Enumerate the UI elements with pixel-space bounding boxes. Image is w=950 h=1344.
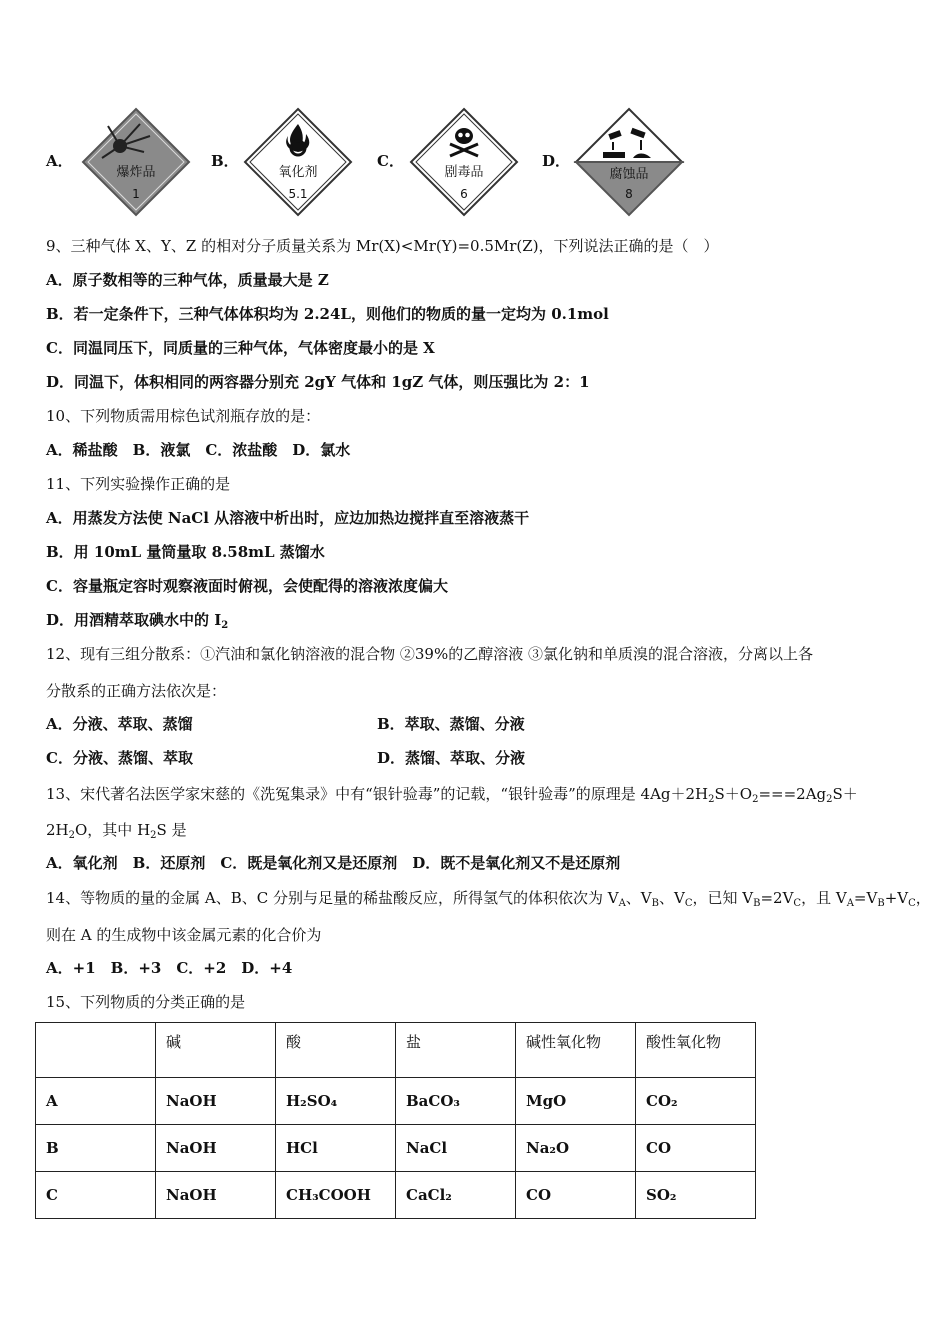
- table-header-cell: 盐: [396, 1023, 516, 1078]
- option-c-letter: C．: [377, 152, 404, 170]
- q10-stem: 10、下列物质需用棕色试剂瓶存放的是：: [46, 407, 321, 425]
- explosive-label: 爆炸品: [116, 165, 156, 180]
- q11-option-a: A．用蒸发方法使 NaCl 从溶液中析出时，应边加热边搅拌直至溶液蒸干: [46, 509, 530, 527]
- corrosive-label: 腐蚀品: [609, 167, 649, 182]
- table-row: [36, 1125, 756, 1172]
- q15-stem: 15、下列物质的分类正确的是: [46, 993, 246, 1011]
- q11-option-d: D．用酒精萃取碘水中的 $I_2$: [46, 611, 229, 631]
- q9-option-a: A．原子数相等的三种气体，质量最大是 Z: [46, 271, 329, 289]
- q11-option-c: C．容量瓶定容时观察液面时俯视，会使配得的溶液浓度偏大: [46, 577, 448, 595]
- table-cell: CO: [636, 1125, 756, 1172]
- table-cell: NaOH: [156, 1125, 276, 1172]
- table-cell: H₂SO₄: [276, 1078, 396, 1125]
- table-cell: NaOH: [156, 1078, 276, 1125]
- table-cell: SO₂: [636, 1172, 756, 1219]
- q14-stem-line1: 14、等物质的量的金属 A、B、C 分别与足量的稀盐酸反应，所得氢气的体积依次为 $V_A$、$V_B$、$V_C$，已知 $V_B=2V_C$，且 $V_A=V_B+V_C$，: [46, 889, 931, 909]
- q11-option-b: B．用 10mL 量筒量取 8.58mL 蒸馏水: [46, 543, 325, 561]
- q12-stem-line1: 12、现有三组分散系：①汽油和氯化钠溶液的混合物 ②39%的乙醇溶液 ③氯化钠和单质溴的混合溶液，分离以上各: [46, 645, 813, 663]
- table-row: [36, 1172, 756, 1219]
- table-cell: NaCl: [396, 1125, 516, 1172]
- oxidizer-number: 5.1: [288, 187, 308, 201]
- q9-option-c: C．同温同压下，同质量的三种气体，气体密度最小的是 X: [46, 339, 435, 357]
- table-cell: Na₂O: [516, 1125, 636, 1172]
- q12-stem-line2: 分散系的正确方法依次是：: [46, 682, 227, 700]
- table-cell: C: [36, 1172, 156, 1219]
- table-cell: BaCO₃: [396, 1078, 516, 1125]
- table-row: [36, 1078, 756, 1125]
- q9-option-b: B．若一定条件下，三种气体体积均为 2.24L，则他们的物质的量一定均为 0.1mol: [46, 305, 609, 323]
- table-header-cell: 碱性氧化物: [516, 1023, 636, 1078]
- toxic-sign: [408, 106, 520, 218]
- table-cell: B: [36, 1125, 156, 1172]
- oxidizer-sign: [242, 106, 354, 218]
- q12-option-a: A．分液、萃取、蒸馏: [46, 715, 193, 733]
- corrosive-number: 8: [625, 187, 633, 201]
- q10-options: A．稀盐酸 B．液氯 C．浓盐酸 D．氯水: [46, 441, 351, 459]
- oxidizer-label: 氧化剂: [278, 165, 318, 180]
- table-header-cell: 酸性氧化物: [636, 1023, 756, 1078]
- q13-stem-line2: $2H_2O$，其中 $H_2S$ 是: [46, 821, 187, 841]
- table-cell: HCl: [276, 1125, 396, 1172]
- table-cell: CH₃COOH: [276, 1172, 396, 1219]
- table-header-cell: [36, 1023, 156, 1078]
- table-header-row: [36, 1023, 756, 1078]
- corrosive-sign: [573, 106, 685, 218]
- q11-stem: 11、下列实验操作正确的是: [46, 475, 231, 493]
- explosive-sign: [80, 106, 192, 218]
- q13-stem-line1: 13、宋代著名法医学家宋慈的《洗冤集录》中有“银针验毒”的记载，“银针验毒”的原理是 $4Ag+2H_2S+O_2===2Ag_2S+$: [46, 785, 858, 805]
- table-cell: CO: [516, 1172, 636, 1219]
- q12-option-d: D．蒸馏、萃取、分液: [377, 749, 526, 767]
- table-cell: CaCl₂: [396, 1172, 516, 1219]
- table-header-cell: 酸: [276, 1023, 396, 1078]
- table-cell: NaOH: [156, 1172, 276, 1219]
- q12-option-b: B．萃取、蒸馏、分液: [377, 715, 525, 733]
- table-cell: MgO: [516, 1078, 636, 1125]
- table-cell: CO₂: [636, 1078, 756, 1125]
- option-d-letter: D．: [542, 152, 571, 170]
- toxic-number: 6: [460, 187, 468, 201]
- classification-table: [35, 1022, 756, 1219]
- q14-options: A．+1 B．+3 C．+2 D．+4: [46, 959, 293, 977]
- q12-option-c: C．分液、蒸馏、萃取: [46, 749, 193, 767]
- option-b-letter: B．: [211, 152, 239, 170]
- q9-option-d: D．同温下，体积相同的两容器分别充 2gY 气体和 1gZ 气体，则压强比为 2：1: [46, 373, 590, 391]
- option-a-letter: A．: [46, 152, 73, 170]
- hazard-sign-options: [46, 106, 746, 218]
- toxic-label: 剧毒品: [444, 165, 484, 180]
- q13-options: A．氧化剂 B．还原剂 C．既是氧化剂又是还原剂 D．既不是氧化剂又不是还原剂: [46, 854, 621, 872]
- table-cell: A: [36, 1078, 156, 1125]
- q14-stem-line2: 则在 A 的生成物中该金属元素的化合价为: [46, 926, 322, 944]
- table-header-cell: 碱: [156, 1023, 276, 1078]
- explosive-number: 1: [132, 187, 140, 201]
- q9-stem: 9、三种气体 X、Y、Z 的相对分子质量关系为 Mr(X)<Mr(Y)=0.5Mr(Z)，下列说法正确的是（ ）: [46, 237, 719, 255]
